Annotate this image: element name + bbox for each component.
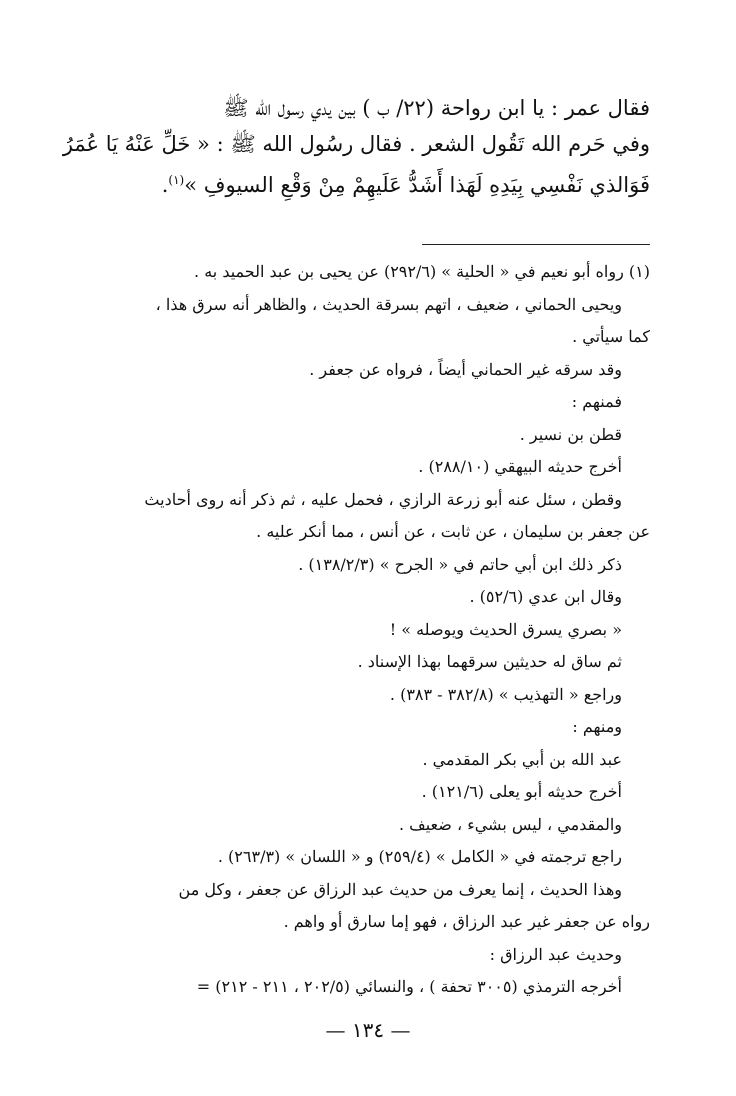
page-number: — ١٣٤ — [325,1018,411,1042]
footnote-line-12: « بصري يسرق الحديث ويوصله » ! [389,619,622,639]
main-text-line-3: فَوَالذي نَفْسِي بِيَدِهِ لَهَذا أَشَدُّ عَلَيهِمْ مِنْ وَقْعِ السيوفِ »$^{(١)}$. [161,173,650,197]
footnote-reference-marker: (١) [168,173,185,187]
footnote-line-9: عن جعفر بن سليمان ، عن ثابت ، عن أنس ، مما أنكر عليه . [256,522,650,541]
footnote-line-3: كما سيأتي . [572,327,650,346]
footnote-line-8: وقطن ، سئل عنه أبو زرعة الرازي ، فحمل عليه ، ثم ذكر أنه روى أحاديث [144,489,622,509]
footnote-line-6: قطن بن نسير . [519,424,622,444]
footnote-line-15: ومنهم : [572,717,622,736]
main-text-line-2: وفي حَرم الله تَقُول الشعر . فقال رسُول الله ﷺ : « خَلِّ عَنْهُ يَا عُمَرُ [62,132,650,156]
footnote-line-20: وهذا الحديث ، إنما يعرف من حديث عبد الرزاق عن جعفر ، وكل من [178,879,622,899]
main-text-block [62,90,650,198]
main-text-line-3-body: فَوَالذي نَفْسِي بِيَدِهِ لَهَذا أَشَدُّ عَلَيهِمْ مِنْ وَقْعِ السيوفِ » [184,173,650,197]
footnote-line-17: أخرج حديثه أبو يعلى (١٢١/٦) . [421,782,622,801]
footnote-line-21: رواه عن جعفر غير عبد الرزاق ، فهو إما سارق أو واهم . [283,912,650,931]
footnote-line-16: عبد الله بن أبي بكر المقدمي . [422,749,622,769]
footnote-line-11: وقال ابن عدي (٥٢/٦) . [469,587,622,606]
footnote-line-13: ثم ساق له حديثين سرقهما بهذا الإسناد . [357,652,622,671]
footnote-line-10: ذكر ذلك ابن أبي حاتم في « الجرح » (١٣٨/٢/٣) . [298,554,622,574]
main-text-line-1: فقال عمر : يا ابن رواحة (٢٢/ ب ) بين يدي رسول الله ﷺ [223,96,650,120]
footnote-line-18: والمقدمي ، ليس بشيء ، ضعيف . [398,814,622,834]
footnote-line-23: أخرجه الترمذي (٣٠٠٥ تحفة ) ، والنسائي (٢٠٢/٥ ، ٢١١ - ٢١٢) = [196,977,622,996]
footnote-line-19: راجع ترجمته في « الكامل » (٢٥٩/٤) و « اللسان » (٢٦٣/٣) . [217,847,622,866]
footnote-line-2: ويحيى الحماني ، ضعيف ، اتهم بسرقة الحديث ، والظاهر أنه سرق هذا ، [155,294,622,314]
footnote-line-5: فمنهم : [571,392,622,411]
footnote-separator-rule [422,244,650,245]
footnotes-block [50,256,650,1004]
footnote-line-7: أخرج حديثه البيهقي (٢٨٨/١٠) . [418,457,622,476]
footnote-line-14: وراجع « التهذيب » (٣٨٢/٨ - ٣٨٣) . [389,684,622,704]
footnote-line-22: وحديث عبد الرزاق : [489,944,622,964]
footnote-line-4: وقد سرقه غير الحماني أيضاً ، فرواه عن جعفر . [309,359,622,379]
footnote-line-1: (١) رواه أبو نعيم في « الحلية » (٢٩٢/٦) عن يحيى بن عبد الحميد به . [194,262,650,281]
